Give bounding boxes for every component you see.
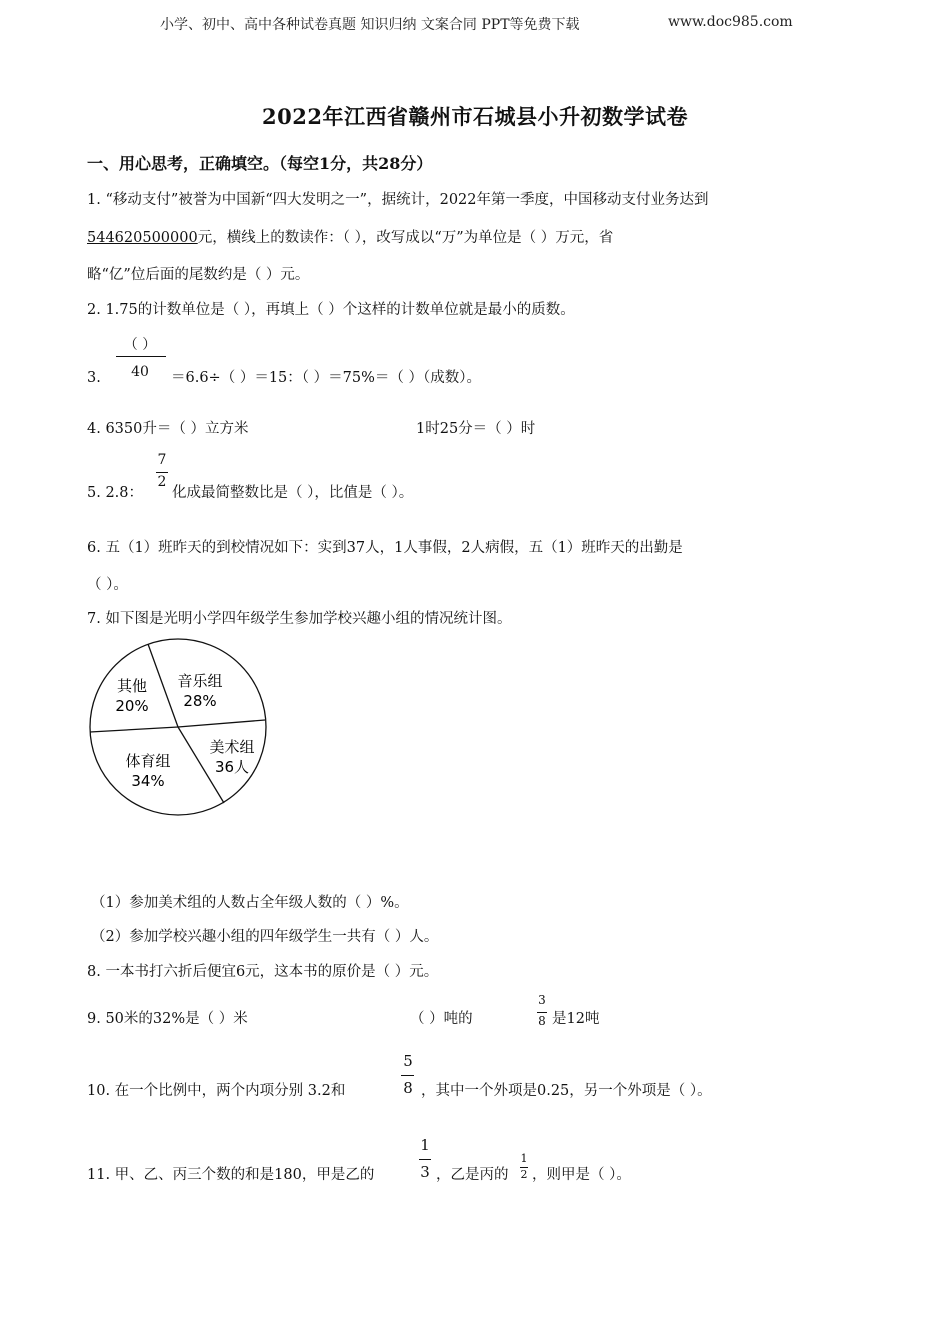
- slice-value-other: 20%: [115, 697, 149, 715]
- question-7-sub-2: （2）参加学校兴趣小组的四年级学生一共有（ ）人。: [91, 929, 439, 945]
- question-2: 2. 1.75的计数单位是（ ），再填上（ ）个这样的计数单位就是最小的质数。: [87, 302, 575, 318]
- question-9-part-3: 是12吨: [552, 1011, 600, 1027]
- question-3-fraction-bar: [116, 356, 166, 357]
- question-5-prefix: 5. 2.8：: [87, 485, 144, 501]
- question-7-sub-1: （1）参加美术组的人数占全年级人数的（ ）%。: [91, 895, 409, 911]
- question-9-part-1: 9. 50米的32%是（ ）米: [87, 1011, 248, 1027]
- question-1-line-2-rest: 元，横线上的数读作：（ ），改写成以“万”为单位是（ ）万元，省: [197, 230, 614, 246]
- question-11-mid: ，乙是丙的: [436, 1167, 509, 1183]
- question-1-line-2: [87, 228, 613, 248]
- question-10-fraction-bar: [401, 1075, 414, 1076]
- question-11-fraction-1-denominator: 3: [420, 1163, 430, 1181]
- question-7-text: 7. 如下图是光明小学四年级学生参加学校兴趣小组的情况统计图。: [87, 611, 512, 627]
- question-9-fraction-denominator: 8: [538, 1014, 546, 1028]
- page-title: 2022年江西省赣州市石城县小升初数学试卷: [262, 104, 688, 129]
- question-5-fraction-denominator: 2: [157, 474, 167, 490]
- question-11-text: ，则甲是（ ）。: [532, 1167, 631, 1183]
- question-11-fraction-2-denominator: 2: [520, 1168, 528, 1181]
- question-9-fraction-bar: [537, 1012, 547, 1013]
- question-4-part-2: 1时25分＝（ ）时: [416, 421, 536, 437]
- slice-value-sports: 34%: [131, 772, 165, 790]
- question-3-text: ＝6.6÷（ ）＝15：（ ）＝75%＝（ ）（成数）。: [171, 370, 481, 386]
- question-5-text: 化成最简整数比是（ ），比值是（ ）。: [172, 485, 414, 501]
- question-11-fraction-2-numerator: 1: [520, 1152, 528, 1165]
- question-3-number: 3.: [87, 370, 101, 386]
- slice-label-art: 美术组: [209, 738, 255, 756]
- question-10-text: ，其中一个外项是0.25，另一个外项是（ ）。: [421, 1083, 712, 1099]
- question-10-fraction-numerator: 5: [403, 1052, 413, 1070]
- question-1-line-3: 略“亿”位后面的尾数约是（ ）元。: [87, 267, 310, 283]
- question-1-number: 544620500000: [87, 230, 198, 246]
- question-11-fraction-1-bar: [419, 1159, 431, 1160]
- slice-label-sports: 体育组: [125, 752, 171, 770]
- question-3-fraction-numerator: （ ）: [123, 337, 157, 353]
- question-11-fraction-1-numerator: 1: [420, 1136, 430, 1154]
- question-11-prefix: 11. 甲、乙、丙三个数的和是180，甲是乙的: [87, 1167, 375, 1183]
- question-6-line-1: 6. 五（1）班昨天的到校情况如下：实到37人，1人事假，2人病假，五（1）班昨天的出勤是: [87, 540, 683, 556]
- slice-label-music: 音乐组: [177, 672, 223, 690]
- question-4-part-1: 4. 6350升＝（ ）立方米: [87, 421, 249, 437]
- question-9-part-2: （ ）吨的: [410, 1011, 473, 1027]
- question-5-fraction-numerator: 7: [157, 452, 167, 468]
- question-1-line-1: 1. “移动支付”被誉为中国新“四大发明之一”，据统计，2022年第一季度，中国移动支付业务达到: [87, 192, 709, 208]
- question-10-fraction-denominator: 8: [403, 1079, 413, 1097]
- question-8: 8. 一本书打六折后便宜6元，这本书的原价是（ ）元。: [87, 964, 439, 980]
- slice-label-other: 其他: [116, 677, 148, 695]
- question-10-prefix: 10. 在一个比例中，两个内项分别 3.2和: [87, 1083, 346, 1099]
- pie-chart: [84, 636, 274, 820]
- slice-value-music: 28%: [183, 692, 217, 710]
- header-url[interactable]: www.doc985.com: [668, 14, 793, 30]
- header-left-text: 小学、初中、高中各种试卷真题 知识归纳 文案合同 PPT等免费下载: [160, 17, 580, 33]
- question-5-fraction-bar: [156, 472, 168, 473]
- section-heading: 一、用心思考，正确填空。（每空1分，共28分）: [87, 154, 433, 173]
- question-3-fraction-denominator: 40: [131, 364, 149, 380]
- question-9-fraction-numerator: 3: [538, 993, 546, 1007]
- slice-value-art: 36人: [214, 758, 250, 776]
- question-6-line-2: （ ）。: [87, 577, 128, 593]
